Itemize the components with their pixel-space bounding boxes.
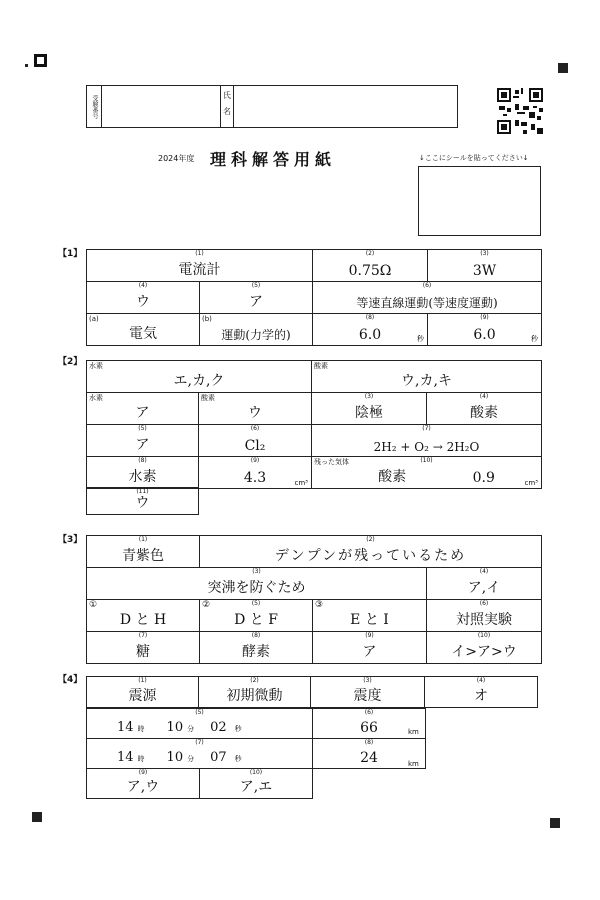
s2-q9-cell[interactable] [199,457,312,489]
unit: cm³ [294,479,308,487]
answer: ウ,カ,キ [401,373,452,389]
exam-number-field[interactable] [102,86,221,128]
hour-unit: 時 [137,725,145,733]
section-2-table [86,360,542,489]
name-label: 氏名 [222,90,232,123]
second-unit: 秒 [234,755,242,763]
page-title: 理科解答用紙 [210,150,337,169]
q-number: (11) [136,488,149,495]
s4-q3-cell[interactable] [311,677,425,708]
answer: 電気 [129,326,157,342]
q-number: (6) [364,709,374,716]
s2-q2-hydrogen-cell[interactable] [87,393,199,425]
empty-cell [313,769,426,799]
q-number: (6) [479,600,489,607]
section-2-q11-table [86,487,199,515]
section-4-label: 【4】 [58,675,83,685]
s2-q1-oxygen-cell[interactable] [312,361,542,393]
answer: ウ [248,405,262,421]
q-number: (8) [251,632,261,639]
s1-q8-cell[interactable] [313,314,428,346]
answer: Cl₂ [244,438,266,454]
answer: ア [362,644,377,660]
answer: ウ [135,495,150,511]
answer: イ>ア>ウ [451,644,517,660]
minute-unit: 分 [187,755,195,763]
q-number: (1) [138,677,147,684]
exam-number-label-cell [87,86,102,128]
section-3-table [86,535,542,664]
exam-number-label: 受験番号 [91,94,98,119]
q-number: (4) [479,393,489,400]
sub-label: 酸素 [314,362,328,370]
answer: 震源 [128,688,157,704]
answer: 酸素 [470,405,498,421]
answer: 6.0 [358,327,382,343]
q-number: (10) [249,769,263,776]
section-4-rows [86,708,426,799]
answer: 4.3 [243,470,267,486]
s2-q10-cell[interactable] [312,457,542,489]
q-number: (9) [480,314,489,321]
s2-q11-cell[interactable] [87,488,199,515]
s2-q8-cell[interactable] [87,457,199,489]
answer: 酵素 [242,644,270,660]
time-answer [117,720,242,735]
q-number: (4) [476,677,486,684]
s2-q6-cell[interactable] [199,425,312,457]
s4-q9-cell[interactable] [87,769,200,799]
second-value: 07 [210,750,227,765]
section-4-row1 [86,676,538,708]
answer: ア,エ [239,779,273,795]
sub-label: (a) [89,315,99,323]
name-label-cell [221,86,234,128]
sub-label: (b) [202,315,212,323]
s3-q10-cell[interactable] [427,632,542,664]
registration-mark-bottom-right [550,818,560,828]
sub-label: 水素 [89,362,103,370]
q-number: (3) [252,568,261,575]
q-number: (2) [365,250,375,257]
q-number: (7) [195,739,204,746]
answer: 震度 [353,688,382,704]
answer: ア,ウ [126,779,160,795]
q-number: (8) [138,457,147,464]
hour-value: 14 [117,750,134,765]
q-number: (5) [195,709,204,716]
q-number: (3) [364,393,374,400]
answer: オ [474,688,488,704]
s4-q1-cell[interactable] [87,677,199,708]
q-number: (1) [195,250,204,257]
answer: ア,イ [467,580,501,596]
q-number: (7) [138,632,148,639]
sub-label: ② [202,600,211,610]
answer: 2H₂ + O₂ → 2H₂O [373,440,480,454]
q-number [200,314,201,322]
answer: 3W [472,263,497,279]
s3-q7-cell[interactable] [87,632,200,664]
answer: 水素 [128,469,157,485]
answer: ア [135,405,150,421]
s1-q6-cell[interactable] [313,282,542,314]
q-number: (3) [363,677,372,684]
registration-mark-bottom-left [32,812,42,822]
time-answer [117,750,242,765]
answer: D と F [234,612,278,628]
sub-label: ① [89,600,98,610]
q-number: (4) [138,282,148,289]
q-number: (1) [138,536,148,543]
s1-q5-cell[interactable] [200,282,313,314]
section-1-label: 【1】 [58,249,83,259]
answer: ア [249,294,263,310]
answer-gas: 酸素 [378,469,407,485]
s4-q4-cell[interactable] [425,677,538,708]
q-number: (5) [251,600,261,607]
s2-q7-cell[interactable] [312,425,542,457]
s3-q3-cell[interactable] [87,568,427,600]
q-number: (8) [365,314,375,321]
hour-value: 14 [117,720,134,735]
q-number: (6) [422,282,432,289]
s3-q9-cell[interactable] [313,632,427,664]
s4-q2-cell[interactable] [199,677,311,708]
q-number: (2) [250,677,259,684]
unit: 秒 [417,335,424,343]
s4-q7-cell[interactable] [87,739,313,769]
registration-mark-dot [25,64,28,67]
s3-q8-cell[interactable] [200,632,313,664]
answer: 電流計 [178,262,221,278]
s3-q1-cell[interactable] [87,536,200,568]
answer: 突沸を防ぐため [207,580,306,596]
answer: 初期微動 [226,688,283,704]
s2-q3-cell[interactable] [312,393,427,425]
answer: D と H [119,612,167,628]
s1-q3-cell[interactable] [428,250,542,282]
sub-label: ③ [315,600,324,610]
answer: 24 [360,750,378,766]
minute-value: 10 [166,720,184,735]
s1-q7b-cell[interactable] [200,314,313,346]
section-3-label: 【3】 [58,535,83,545]
second-value: 02 [210,720,227,735]
s3-q2-cell[interactable] [200,536,542,568]
km-unit-q6: km [408,728,419,736]
s1-q2-cell[interactable] [313,250,428,282]
s2-q2-oxygen-cell[interactable] [199,393,312,425]
s3-q5-2-cell[interactable] [200,600,313,632]
s3-q4-cell[interactable] [427,568,542,600]
identity-box [86,85,458,128]
s1-q7a-cell[interactable] [87,314,200,346]
answer: エ,カ,ク [173,373,225,389]
sticker-box [418,166,541,236]
registration-mark-top-right [558,63,568,73]
year-label: 2024年度 [158,154,195,163]
s1-q4-cell[interactable] [87,282,200,314]
q-number: (10) [420,457,433,464]
answer: 等速直線運動(等速度運動) [356,296,498,310]
qr-code-icon [497,88,543,134]
s3-q6-cell[interactable] [427,600,542,632]
q-number: (5) [138,425,147,432]
sub-label: 残った気体 [314,458,349,466]
q-number: (9) [138,769,148,776]
s1-q1-cell[interactable] [87,250,313,282]
answer: 青紫色 [122,548,164,564]
answer: 0.9 [472,470,495,486]
answer: デンプンが残っているため [274,548,467,564]
q-number: (7) [422,425,431,432]
q-number: (6) [250,425,260,432]
q-number: (2) [366,536,375,543]
q-number: (3) [480,250,489,257]
sticker-note: ↓ここにシールを貼ってください↓ [419,154,529,162]
name-field[interactable] [234,86,458,128]
q-number: (9) [365,632,374,639]
section-1-table [86,249,542,346]
q-number: (10) [477,632,491,639]
answer: 対照実験 [456,612,512,628]
unit: cm³ [524,479,538,487]
second-unit: 秒 [234,725,242,733]
s2-q1-hydrogen-cell[interactable] [87,361,312,393]
s4-q5-cell[interactable] [87,709,313,739]
sub-label: 水素 [89,394,103,402]
q-number: (5) [251,282,261,289]
hour-unit: 時 [137,755,145,763]
answer: ウ [136,294,150,310]
q-number: (4) [479,568,489,575]
answer: 運動(力学的) [221,328,291,342]
s3-q5-1-cell[interactable] [87,600,200,632]
answer: 糖 [136,644,150,660]
answer: 陰極 [355,405,383,421]
q-number: (9) [250,457,260,464]
minute-unit: 分 [187,725,195,733]
section-2-label: 【2】 [58,357,83,367]
s1-q9-cell[interactable] [428,314,542,346]
answer: E と I [350,612,389,628]
answer: 0.75Ω [348,263,392,279]
s2-q4-cell[interactable] [427,393,542,425]
unit: 秒 [531,335,538,343]
registration-mark-top-left [34,54,47,67]
minute-value: 10 [166,750,184,765]
q-number: (8) [364,739,374,746]
sub-label: 酸素 [201,394,215,402]
km-unit-q8: km [408,760,419,768]
answer: 6.0 [473,327,496,343]
s3-q5-3-cell[interactable] [313,600,427,632]
answer: ア [135,437,150,453]
s2-q5-cell[interactable] [87,425,199,457]
answer: 66 [360,720,378,736]
s4-q10-cell[interactable] [200,769,313,799]
